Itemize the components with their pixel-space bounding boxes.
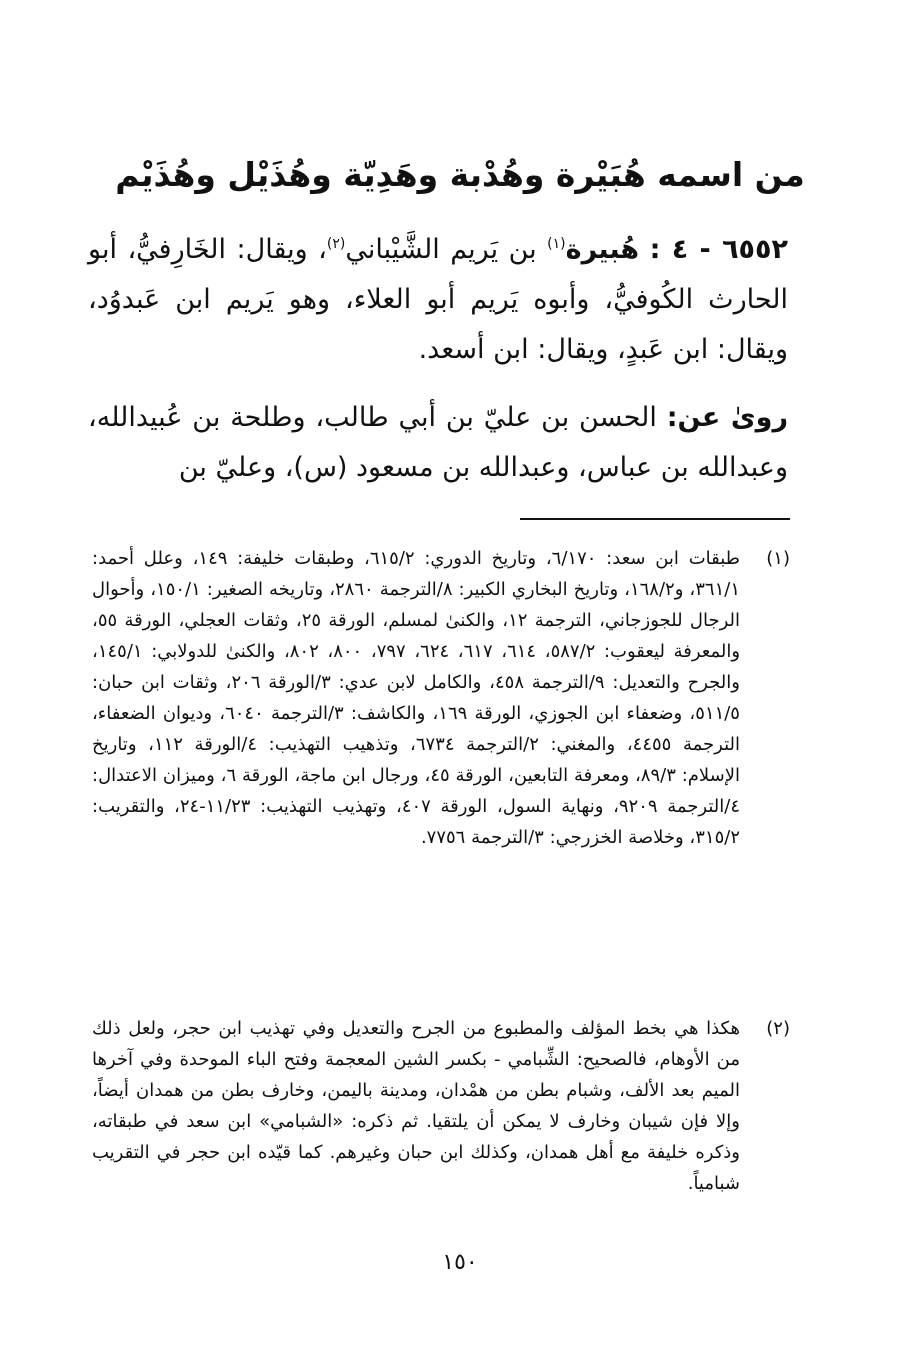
section-heading: من اسمه هُبَيْرة وهُدْبة وهَدِيّة وهُذَيْل وهُذَيْم <box>115 155 805 194</box>
page-number: ١٥٠ <box>442 1250 478 1275</box>
footnote-divider <box>520 518 790 520</box>
entry-name: هُبيرة <box>565 234 640 265</box>
entry-text-1: بن يَريم الشَّيْباني <box>345 234 548 265</box>
narrated-from-label: روىٰ عن: <box>666 402 788 433</box>
biography-entry <box>88 225 788 375</box>
entry-number: ٦٥٥٢ - ٤ : <box>649 234 788 265</box>
footnote-2 <box>92 1013 790 1199</box>
footnote-marker: (١) <box>766 548 790 569</box>
narrated-from-text: الحسن بن عليّ بن أبي طالب، وطلحة بن عُبيدالله، وعبدالله بن عباس، وعبدالله بن مسعود (س)، وعليّ بن <box>88 402 788 483</box>
footnote-ref-1: (١) <box>547 236 566 252</box>
footnote-marker: (٢) <box>766 1018 790 1039</box>
footnote-1 <box>92 543 790 853</box>
footnote-text: هكذا هي بخط المؤلف والمطبوع من الجرح والتعديل وفي تهذيب ابن حجر، ولعل ذلك من الأوهام، فالصحيح: الشِّبامي - بكسر الشين المعجمة وفتح الباء الموحدة وفي آخرها الميم بعد الألف، وشبام بطن من همْدان، ومدينة باليمن، وخارف بطن من همدان أيضاً، وإلا فإن شيبان وخارف لا يمكن أن يلتقيا. ثم ذكره: «الشبامي» ابن سعد في طبقاته، وذكره خليفة مع أهل همدان، وكذلك ابن حبان وغيرهم. كما قيّده ابن حجر في التقريب شبامياً. <box>92 1018 740 1194</box>
entry-text-2: ، ويقال: الخَارِفيُّ، أبو الحارث الكُوفيُّ، وأبوه يَريم أبو العلاء، وهو يَريم ابن عَبدوُد، ويقال: ابن عَبدٍ، ويقال: ابن أسعد. <box>88 234 788 365</box>
narrated-from-paragraph <box>88 393 788 493</box>
footnote-ref-2: (٢) <box>326 236 346 252</box>
footnote-text: طبقات ابن سعد: ٦/١٧٠، وتاريخ الدوري: ٦١٥/٢، وطبقات خليفة: ١٤٩، وعلل أحمد: ٣٦١/١، و١٦٨/٢، وتاريخ البخاري الكبير: ٨/الترجمة ٢٨٦٠، وتاريخه الصغير: ١٥٠/١، وأحوال الرجال للجوزجاني، الترجمة ١٢، والكنىٰ لمسلم، الورقة ٢٥، وثقات العجلي، الورقة ٥٥، والمعرفة ليعقوب: ٥٨٧/٢، ٦١٤، ٦١٧، ٦٢٤، ٧٩٧، ٨٠٠، ٨٠٢، والكنىٰ للدولابي: ١٤٥/١، والجرح والتعديل: ٩/الترجمة ٤٥٨، والكامل لابن عدي: ٣/الورقة ٢٠٦، وثقات ابن حبان: ٥١١/٥، وضعفاء ابن الجوزي، الورقة ١٦٩، والكاشف: ٣/الترجمة ٦٠٤٠، وديوان الضعفاء، الترجمة ٤٤٥٥، والمغني: ٢/الترجمة ٦٧٣٤، وتذهيب التهذيب: ٤/الورقة ١١٢، وتاريخ الإسلام: ٨٩/٣، ومعرفة التابعين، الورقة ٤٥، ورجال ابن ماجة، الورقة ٦، وميزان الاعتدال: ٤/الترجمة ٩٢٠٩، ونهاية السول، الورقة ٤٠٧، وتهذيب التهذيب: ١١/٢٣-٢٤، والتقريب: ٣١٥/٢، وخلاصة الخزرجي: ٣/الترجمة ٧٧٥٦. <box>92 548 741 848</box>
